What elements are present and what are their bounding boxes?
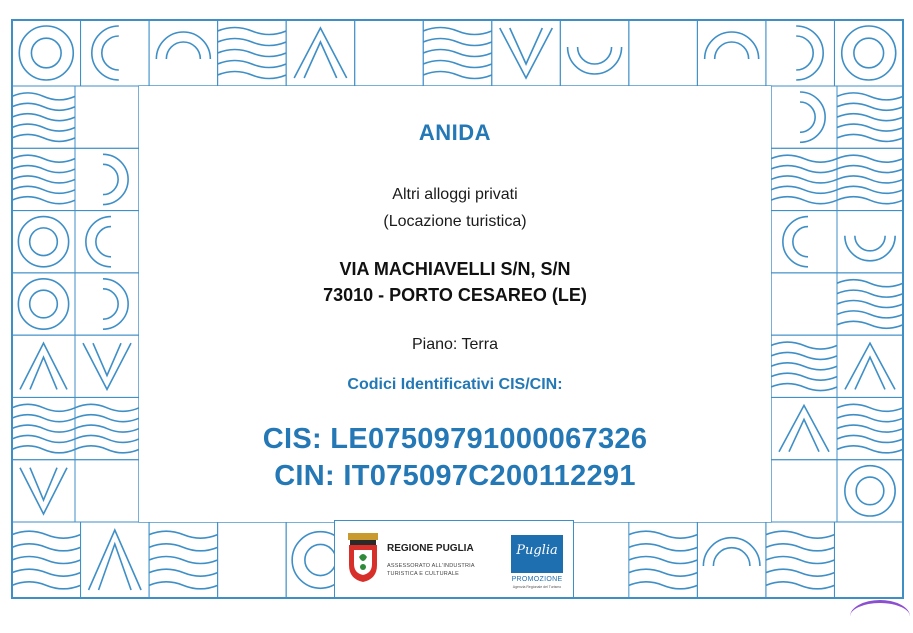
promo-label: PROMOZIONE: [511, 576, 563, 583]
cis-code: CIS: LE07509791000067326: [262, 423, 648, 455]
wave-pattern-icon: [771, 373, 837, 380]
region-name: REGIONE PUGLIA: [387, 543, 474, 554]
border-tile: [834, 522, 903, 598]
arc-pattern-icon: [92, 26, 119, 80]
border-tile: [771, 273, 837, 335]
wave-pattern-icon: [12, 425, 75, 432]
corner-accent: [850, 600, 910, 633]
circle-pattern-icon: [845, 466, 895, 516]
wave-pattern-icon: [837, 134, 903, 141]
wave-pattern-icon: [12, 166, 75, 173]
circle-pattern-icon: [18, 279, 68, 329]
wave-pattern-icon: [149, 531, 218, 538]
wave-pattern-icon: [423, 50, 492, 57]
border-tile: [355, 20, 424, 86]
wave-pattern-icon: [766, 582, 835, 589]
circle-pattern-icon: [19, 26, 73, 80]
wave-pattern-icon: [629, 557, 698, 564]
wave-pattern-icon: [837, 446, 903, 453]
border-tile: [766, 20, 835, 86]
wave-pattern-icon: [837, 435, 903, 442]
wave-pattern-icon: [771, 176, 837, 183]
wave-pattern-icon: [837, 186, 903, 193]
arc-pattern-icon: [166, 42, 200, 59]
wave-pattern-icon: [837, 301, 903, 308]
circle-pattern-icon: [305, 544, 336, 575]
wave-pattern-icon: [75, 404, 139, 411]
wave-pattern-icon: [423, 28, 492, 35]
arc-pattern-icon: [103, 279, 128, 329]
wave-pattern-icon: [12, 176, 75, 183]
chevron-pattern-icon: [20, 343, 67, 389]
property-name: ANIDA: [418, 120, 492, 145]
circle-pattern-icon: [30, 228, 58, 256]
wave-pattern-icon: [629, 569, 698, 576]
border-tile: [492, 20, 561, 86]
wave-pattern-icon: [766, 557, 835, 564]
arc-pattern-icon: [845, 236, 895, 261]
wave-pattern-icon: [149, 582, 218, 589]
wave-pattern-icon: [766, 531, 835, 538]
wave-pattern-icon: [75, 425, 139, 432]
floor-info: Piano: Terra: [412, 336, 498, 353]
wave-pattern-icon: [12, 155, 75, 162]
puglia-promozione-logo-icon: [511, 535, 563, 573]
wave-pattern-icon: [837, 404, 903, 411]
wave-pattern-icon: [771, 166, 837, 173]
codes-heading: Codici Identificativi CIS/CIN:: [347, 376, 563, 393]
cin-code: CIN: IT075097C200112291: [274, 460, 636, 492]
wave-pattern-icon: [771, 197, 837, 204]
wave-pattern-icon: [149, 557, 218, 564]
wave-pattern-icon: [837, 114, 903, 121]
wave-pattern-icon: [12, 197, 75, 204]
wave-pattern-icon: [771, 384, 837, 391]
wave-pattern-icon: [12, 435, 75, 442]
arc-pattern-icon: [156, 32, 210, 59]
property-category-note: (Locazione turistica): [383, 213, 527, 230]
arc-pattern-icon: [713, 548, 750, 566]
wave-pattern-icon: [149, 569, 218, 576]
wave-pattern-icon: [837, 311, 903, 318]
border-tile: [149, 20, 218, 86]
wave-pattern-icon: [837, 176, 903, 183]
region-dept-line-1: ASSESSORATO ALL'INDUSTRIA: [387, 563, 475, 569]
wave-pattern-icon: [75, 415, 139, 422]
border-tile: [75, 86, 139, 148]
property-category: Altri alloggi privati: [392, 186, 518, 203]
arc-pattern-icon: [86, 217, 111, 267]
wave-pattern-icon: [837, 415, 903, 422]
chevron-pattern-icon: [500, 28, 553, 78]
wave-pattern-icon: [12, 446, 75, 453]
wave-pattern-icon: [629, 531, 698, 538]
circle-pattern-icon: [18, 217, 68, 267]
arc-pattern-icon: [800, 92, 825, 142]
wave-pattern-icon: [837, 166, 903, 173]
border-tile: [697, 522, 766, 598]
wave-pattern-icon: [629, 544, 698, 551]
chevron-pattern-icon: [83, 343, 131, 389]
wave-pattern-icon: [218, 61, 287, 68]
wave-pattern-icon: [12, 134, 75, 141]
border-tile: [75, 273, 139, 335]
wave-pattern-icon: [12, 124, 75, 131]
circle-pattern-icon: [30, 290, 58, 318]
chevron-pattern-icon: [294, 28, 347, 78]
wave-pattern-icon: [771, 155, 837, 162]
wave-pattern-icon: [771, 352, 837, 359]
chevron-pattern-icon: [845, 343, 895, 389]
circle-pattern-icon: [856, 477, 884, 505]
border-tile: [771, 86, 837, 148]
arc-pattern-icon: [796, 36, 813, 70]
wave-pattern-icon: [837, 103, 903, 110]
wave-pattern-icon: [12, 415, 75, 422]
wave-pattern-icon: [766, 544, 835, 551]
arc-pattern-icon: [578, 47, 612, 64]
border-tile: [834, 20, 903, 86]
arc-pattern-icon: [855, 236, 885, 251]
wave-pattern-icon: [766, 569, 835, 576]
border-tile: [837, 211, 903, 273]
promo-tagline: Agenzia Regionale del Turismo: [512, 585, 562, 589]
border-tile: [697, 20, 766, 86]
wave-pattern-icon: [12, 531, 81, 538]
wave-pattern-icon: [218, 39, 287, 46]
chevron-pattern-icon: [89, 530, 142, 590]
wave-pattern-icon: [12, 103, 75, 110]
wave-pattern-icon: [75, 446, 139, 453]
wave-pattern-icon: [629, 582, 698, 589]
wave-pattern-icon: [837, 155, 903, 162]
promo-logo-word: Puglia: [516, 543, 558, 558]
wave-pattern-icon: [12, 569, 81, 576]
border-tile: [12, 211, 75, 273]
circle-pattern-icon: [31, 38, 61, 68]
wave-pattern-icon: [837, 425, 903, 432]
border-tile: [286, 20, 355, 86]
region-dept-line-2: TURISTICA E CULTURALE: [387, 571, 459, 577]
wave-pattern-icon: [12, 544, 81, 551]
arc-pattern-icon: [103, 289, 118, 319]
border-tile: [12, 20, 81, 86]
address-line-2: 73010 - PORTO CESAREO (LE): [323, 285, 587, 305]
arc-pattern-icon: [705, 32, 759, 59]
border-tile: [75, 148, 139, 210]
wave-pattern-icon: [218, 28, 287, 35]
wave-pattern-icon: [75, 435, 139, 442]
wave-pattern-icon: [837, 290, 903, 297]
arc-pattern-icon: [102, 36, 119, 70]
wave-pattern-icon: [218, 72, 287, 79]
footer-logos: [334, 520, 574, 598]
wave-pattern-icon: [837, 124, 903, 131]
wave-pattern-icon: [12, 93, 75, 100]
arc-pattern-icon: [568, 47, 622, 74]
border-tile: [12, 273, 75, 335]
wave-pattern-icon: [771, 363, 837, 370]
wave-pattern-icon: [837, 197, 903, 204]
border-tile: [560, 20, 629, 86]
wave-pattern-icon: [423, 61, 492, 68]
arc-pattern-icon: [103, 164, 118, 194]
arc-pattern-icon: [103, 154, 128, 204]
wave-pattern-icon: [12, 186, 75, 193]
border-tile: [837, 460, 903, 522]
chevron-pattern-icon: [510, 28, 543, 64]
border-tile: [771, 460, 837, 522]
wave-pattern-icon: [837, 93, 903, 100]
border-tile: [629, 20, 698, 86]
border-tile: [771, 211, 837, 273]
address-line-1: VIA MACHIAVELLI S/N, S/N: [339, 259, 571, 279]
arc-pattern-icon: [800, 102, 815, 132]
chevron-pattern-icon: [304, 42, 337, 78]
wave-pattern-icon: [12, 114, 75, 121]
circle-pattern-icon: [854, 38, 884, 68]
wave-pattern-icon: [837, 321, 903, 328]
arc-pattern-icon: [796, 26, 823, 80]
border-tile: [218, 522, 287, 598]
wave-pattern-icon: [771, 186, 837, 193]
regione-puglia-crest-icon: [345, 533, 381, 583]
arc-pattern-icon: [715, 42, 749, 59]
wave-pattern-icon: [218, 50, 287, 57]
wave-pattern-icon: [149, 544, 218, 551]
info-panel: [139, 86, 771, 522]
wave-pattern-icon: [423, 39, 492, 46]
wave-pattern-icon: [12, 404, 75, 411]
chevron-pattern-icon: [20, 468, 67, 514]
wave-pattern-icon: [12, 582, 81, 589]
wave-pattern-icon: [837, 280, 903, 287]
border-tile: [75, 211, 139, 273]
chevron-pattern-icon: [99, 544, 132, 590]
arc-pattern-icon: [96, 227, 111, 257]
wave-pattern-icon: [423, 72, 492, 79]
border-tile: [81, 20, 150, 86]
arc-pattern-icon: [793, 227, 808, 257]
circle-pattern-icon: [842, 26, 896, 80]
wave-pattern-icon: [12, 557, 81, 564]
arc-pattern-icon: [703, 538, 760, 566]
wave-pattern-icon: [771, 342, 837, 349]
chevron-pattern-icon: [779, 405, 829, 451]
border-tile: [75, 460, 139, 522]
arc-pattern-icon: [783, 217, 808, 267]
